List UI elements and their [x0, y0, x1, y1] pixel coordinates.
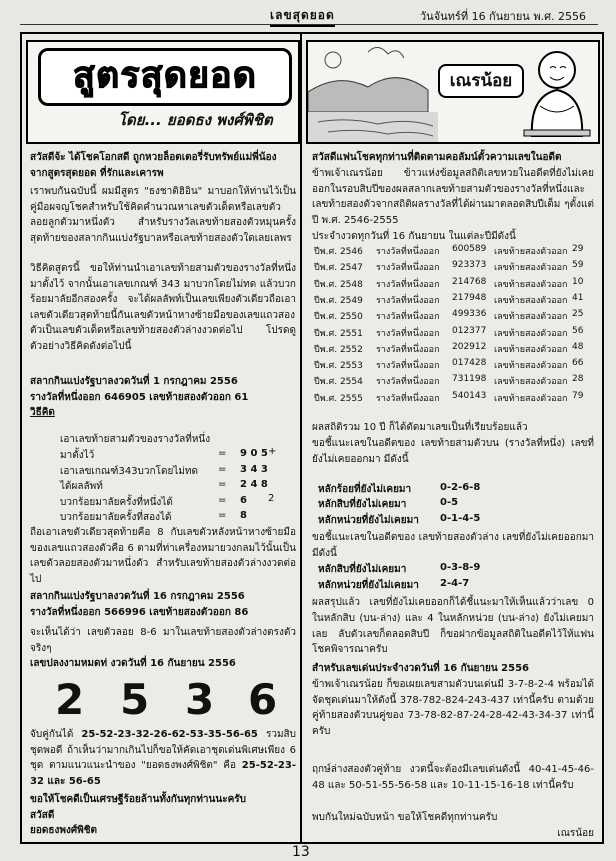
history-two: 29 — [572, 244, 584, 254]
calc-intro: เอาเลขท้ายสามตัวของรางวัลที่หนึ่ง — [60, 434, 211, 445]
closing-greeting: สวัสดี — [30, 809, 55, 821]
calc-row-value: 9 0 5 — [240, 448, 268, 459]
calc-row-label: บวกร้อยมาลัยครั้งที่สองได้ — [60, 512, 172, 523]
special-pairs: 25-52-23-32 และ 56-65 — [30, 760, 296, 787]
method-label: วิธีคิด — [30, 407, 55, 419]
history-two-label: เลขท้ายสองตัวออก — [494, 263, 568, 274]
history-prize-label: รางวัลที่หนึ่งออก — [376, 377, 440, 388]
example-draw-2 — [30, 589, 296, 620]
history-two: 66 — [572, 358, 584, 369]
left-para-2 — [30, 261, 296, 355]
closing-line: ขอให้โชคดีเป็นเศรษฐีร้อยล้านทั้งกันทุกท่านนะครับ — [30, 794, 246, 805]
paragraph: ผลสรุปแล้ว เลขที่ยังไม่เคยออกก็ได้ชี้แนะมาให้เห็นแล้วว่าเลข 0 ในหลักสิบ (บน-ล่าง) และ 4 ในหลักหน่วย (บน-ล่าง) ยังไม่เคยมาเลย ลับตัวเลขก็ตลอดสิบปี ก็ขอฝากข้อมูลสถิติในอดีตไว้ให้แฟนโชคพิจารณาครับ — [312, 597, 594, 656]
author-byline: โดย... ยอดธง พงศ์พิชิต — [118, 111, 273, 129]
column-divider — [300, 32, 302, 844]
history-year: ปีพ.ศ. 2553 — [314, 361, 363, 372]
history-two: 79 — [572, 390, 584, 401]
paragraph: ถือเอาเลขตัวเดียวสุดท้ายคือ 8 กับเลขตัวหลังหน้าหางซ้ายมือของเลขแถวสองตัวคือ 6 ตามที่ท่าเครื่องหมายวงกลมไว้นั้นเป็นเลขตัวลอยสองตัวมาหนึ่งตัว สำหรับเลขท้ายสองตัวล่างงวดต่อไป — [30, 527, 296, 585]
paragraph: เราพบกันฉบับนี้ ผมมีสูตร "ธงชาติฮิอิน" มาบอกให้ท่านไว้เป็นคู่มือผจญโชคสำหรับใช้คิดคำนวณหาเลขตัวเด็ดหรือเลขตัวลอยลูกตัวมาหนึ่งตัว สำหรับรางวัลเลขท้ายสองตัวหมุนครั้งสุดท้ายของสลากกินแบ่งรัฐบาลหรือเลขท้ายสองตัวใดเลยเลพร — [30, 186, 296, 244]
intro-line-1: สวัสดีจ้ะ ได้โชคโอกสดี ถูกหวยล็อตเตอรี่รับทรัพย์แม่พี่น้อง — [30, 152, 277, 163]
calc-row-value: 3 4 3 — [240, 463, 268, 475]
history-two: 59 — [572, 260, 584, 271]
history-two: 10 — [572, 276, 584, 287]
hundreds-label: หลักร้อยที่ยังไม่เคยมา — [318, 484, 412, 495]
calc-row-label: มาตั้งไว้ — [60, 450, 95, 461]
issue-date: วันจันทร์ที่ 16 กันยายน พ.ศ. 2556 — [420, 10, 587, 23]
history-prize: 012377 — [452, 325, 487, 336]
left-column-banner — [26, 40, 300, 144]
history-prize: 540143 — [452, 390, 487, 401]
history-two: 48 — [572, 341, 584, 352]
history-prize: 923373 — [452, 260, 487, 271]
units2-values: 2-4-7 — [440, 578, 470, 589]
history-prize-label: รางวัลที่หนึ่งออก — [376, 295, 440, 306]
big-digit-4: 6 — [248, 675, 278, 724]
history-two: 41 — [572, 292, 584, 303]
history-two-label: เลขท้ายสองตัวออก — [494, 279, 568, 290]
right-summary — [312, 420, 594, 467]
history-prize-label: รางวัลที่หนึ่งออก — [376, 393, 440, 404]
left-closing — [30, 792, 296, 839]
history-prize: 202912 — [452, 341, 487, 352]
example-draw-1 — [30, 374, 296, 421]
calc-row-mark: + — [268, 446, 277, 457]
history-prize-label: รางวัลที่หนึ่งออก — [376, 263, 440, 274]
history-year: ปีพ.ศ. 2551 — [314, 328, 363, 339]
calc-row-value: 6 — [240, 494, 247, 506]
history-year: ปีพ.ศ. 2550 — [314, 312, 363, 323]
pairs-block — [30, 727, 296, 789]
history-prize-label: รางวัลที่หนึ่งออก — [376, 247, 440, 257]
history-prize-label: รางวัลที่หนึ่งออก — [376, 312, 440, 323]
history-two-label: เลขท้ายสองตัวออก — [494, 328, 568, 339]
calc-row-equals: = — [218, 463, 227, 475]
left-para-3 — [30, 525, 296, 587]
left-para-4 — [30, 625, 296, 656]
paragraph: ฤกษ์ล่างสองตัวคู่ท้าย งวดนี้จะต้องมีเลขเด่นดังนี้ 40-41-45-46-48 และ 50-51-55-56-58 และ 10-11-15-16-18 เท่านี้ครับ — [312, 764, 594, 791]
units2-label: หลักหน่วยที่ยังไม่เคยมา — [318, 580, 419, 591]
left-para-1 — [30, 184, 296, 246]
closing-signature: ยอดธงพงศ์พิชิต — [30, 825, 98, 837]
monk-cartoon — [520, 46, 594, 138]
pairs-values: 25-52-23-32-26-62-53-35-56-65 — [81, 729, 258, 740]
right-next — [312, 661, 594, 740]
big-digit-3: 3 — [185, 675, 215, 724]
history-year: ปีพ.ศ. 2546 — [314, 247, 363, 257]
calc-row-value: 2 4 8 — [240, 479, 268, 490]
history-prize-label: รางวัลที่หนึ่งออก — [376, 328, 440, 339]
big-digit-1: 2 — [55, 675, 85, 724]
columnist-name: เณรน้อย — [438, 64, 524, 98]
history-prize: 017428 — [452, 358, 487, 369]
paragraph: วิธีคิดสูตรนี้ ขอให้ท่านนำเอาเลขท้ายสามตัวของรางวัลที่หนึ่งมาตั้งไว้ จากนั้นเอาเลขเกณฑ์ 343 มาบวกโดยไม่ทด แล้วบวกร้อยมาลัยอีกสองครั้ง จะได้ผลลัพท์เป็นเลขเพียงตัวเดียวถือเอาเลขตัวเดียวสุดท้ายนี้กันเลขตัวหน้าหางซ้ายมือของเลขแถวสองตัวเป็นเลขตัวเด็ดหรือเลขท้ายสองตัวล่างงวดต่อไป โปรดดูตัวอย่างวิธีคิดดังต่อไปนี้ — [30, 263, 296, 352]
signoff-line: พบกันใหม่ฉบับหน้า ขอให้โชคดีทุกท่านครับ — [312, 812, 498, 823]
history-two-label: เลขท้ายสองตัวออก — [494, 295, 568, 306]
big-digit-2: 5 — [120, 675, 150, 724]
calc-row-equals: = — [218, 448, 227, 459]
draw-prize: รางวัลที่หนึ่งออก 646905 เลขท้ายสองตัวออก 61 — [30, 391, 249, 403]
next-draw-title: สำหรับเลขเด่นประจำงวดวันที่ 16 กันยายน 2556 — [312, 663, 530, 674]
history-two-label: เลขท้ายสองตัวออก — [494, 377, 568, 388]
history-prize-label: รางวัลที่หนึ่งออก — [376, 361, 440, 372]
calc-row-equals: = — [218, 510, 227, 521]
paragraph: ข้าพเจ้าเณรน้อย ก็ขอเผยเลขสามตัวบนเด่นมี 3-7-8-2-4 พร้อมได้จัดชุดเด่นมาให้ดังนี้ 378-782-824-243-437 เท่านี้ครับ ตามด้วยคู่ท้ายสองตัวบนคู่ของ 73-78-82-87-24-28-42-43-34-37 เท่านี้ครับ — [312, 678, 594, 738]
history-table-title: ประจำงวดทุกวันที่ 16 กันยายน ในแต่ละปีมีดังนี้ — [312, 230, 516, 242]
history-year: ปีพ.ศ. 2552 — [314, 344, 363, 355]
right-para-3 — [312, 530, 594, 562]
tens-values: 0-5 — [440, 497, 459, 508]
right-para-6 — [312, 762, 594, 794]
right-heading-block — [312, 150, 594, 245]
history-two: 28 — [572, 374, 584, 385]
units-values: 0-1-4-5 — [440, 513, 481, 524]
paragraph: จะเห็นได้ว่า เลขตัวลอย 8-6 มาในเลขท้ายสองตัวล่างตรงตัวจริงๆ — [30, 627, 296, 654]
hundreds-values: 0-2-6-8 — [440, 482, 481, 493]
page-number: 13 — [292, 844, 310, 860]
calc-row-equals: = — [218, 479, 227, 490]
tens2-label: หลักสิบที่ยังไม่เคยมา — [318, 564, 407, 575]
units-label: หลักหน่วยที่ยังไม่เคยมา — [318, 515, 419, 526]
history-two: 25 — [572, 309, 584, 320]
next-draw — [30, 656, 296, 672]
history-year: ปีพ.ศ. 2548 — [314, 279, 363, 290]
calc-row-value: 8 — [240, 510, 247, 521]
publication-logo: เลขสุดยอด — [270, 6, 335, 27]
history-prize: 600589 — [452, 244, 487, 254]
signoff-signature: เณรน้อย — [557, 827, 594, 839]
right-column-banner — [306, 40, 600, 144]
tens-label: หลักสิบที่ยังไม่เคยมา — [318, 499, 407, 510]
left-intro — [30, 150, 296, 181]
history-two-label: เลขท้ายสองตัวออก — [494, 312, 568, 323]
calc-row-equals: = — [218, 494, 227, 506]
paragraph: ขอชี้แนะเลขในอดีตของ เลขท้ายสองตัวล่าง เลขที่ยังไม่เคยออกมา มีดังนี้ — [312, 532, 594, 559]
column-title-box — [38, 48, 292, 106]
history-prize-label: รางวัลที่หนึ่งออก — [376, 344, 440, 355]
calc-row-label: ได้ผลลัพท์ — [60, 481, 103, 492]
calc-row-label: เอาเลขเกณฑ์343บวกโดยไม่ทด — [60, 465, 199, 477]
history-prize: 499336 — [452, 309, 487, 320]
draw-prize: รางวัลที่หนึ่งออก 566996 เลขท้ายสองตัวออก 86 — [30, 606, 249, 618]
column-title: สูตรสุดยอด — [72, 55, 258, 96]
history-year: ปีพ.ศ. 2554 — [314, 377, 363, 388]
history-year: ปีพ.ศ. 2549 — [314, 295, 363, 306]
history-year: ปีพ.ศ. 2547 — [314, 263, 363, 274]
calc-row-mark: 2 — [268, 492, 275, 504]
paragraph: ขอชี้แนะเลขในอดีตของ เลขท้ายสามตัวบน (รางวัลที่หนึ่ง) เลขที่ยังไม่เคยออกมา มีดังนี้ — [312, 437, 594, 465]
right-signoff — [312, 810, 594, 842]
pairs-note: รวมสิบชุดพอดี ถ้าเห็นว่ามากเกินไปก็ขอให้คัดเอาชุดเด่นพิเศษเพียง 6 ชุด ตามแนวแนะนำของ "ยอดธงพงศ์พิชิต" คือ — [30, 729, 296, 772]
pairs-label: จับคู่กันได้ — [30, 729, 74, 740]
draw-title: สลากกินแบ่งรัฐบาลงวดวันที่ 16 กรกฎาคม 2556 — [30, 591, 245, 602]
history-two-label: เลขท้ายสองตัวออก — [494, 361, 568, 372]
history-two-label: เลขท้ายสองตัวออก — [494, 393, 568, 404]
calc-row-label: บวกร้อยมาลัยครั้งที่หนึ่งได้ — [60, 496, 173, 508]
history-two-label: เลขท้ายสองตัวออก — [494, 344, 568, 355]
tens2-values: 0-3-8-9 — [440, 562, 481, 573]
history-two: 56 — [572, 325, 584, 336]
intro-line-2: จากสูตรสุดยอด ที่รักและเคารพ — [30, 167, 164, 179]
right-heading: สวัสดีแฟนโชคทุกท่านที่ติดตามคอลัมน์ตั้วความเลขในอดีต — [312, 152, 562, 163]
history-prize: 214768 — [452, 276, 487, 287]
header-rule — [20, 24, 598, 25]
draw-title: สลากกินแบ่งรัฐบาลงวดวันที่ 1 กรกฎาคม 2556 — [30, 376, 238, 387]
history-prize: 731198 — [452, 374, 487, 385]
history-year: ปีพ.ศ. 2555 — [314, 393, 363, 404]
right-para-4 — [312, 595, 594, 658]
paragraph: ผลสถิติรวม 10 ปี ก็ได้ตัดมาเลขเป็นที่เรียบร้อยแล้ว — [312, 422, 528, 433]
next-draw-title: เลขปลงงามหมดท่ งวดวันที่ 16 กันยายน 2556 — [30, 658, 236, 669]
paragraph: ข้าพเจ้าเณรน้อย ข้าวแห่งข้อมูลสถิติเลขหวยในอดีตที่ยังไม่เคยออกในรอบสิบปีของผลสลากเลขท้ายสามตัวของรางวัลที่หนึ่งและเลขท้ายสองตัวจากสถิติผลรางวัลที่ได้ผ่านมาตลอดสิบปีเต็ม ๆตั้งแต่ปี พ.ศ. 2546-2555 — [312, 167, 594, 227]
history-prize-label: รางวัลที่หนึ่งออก — [376, 279, 440, 290]
history-two-label: เลขท้ายสองตัวออก — [494, 247, 568, 257]
history-prize: 217948 — [452, 292, 487, 303]
